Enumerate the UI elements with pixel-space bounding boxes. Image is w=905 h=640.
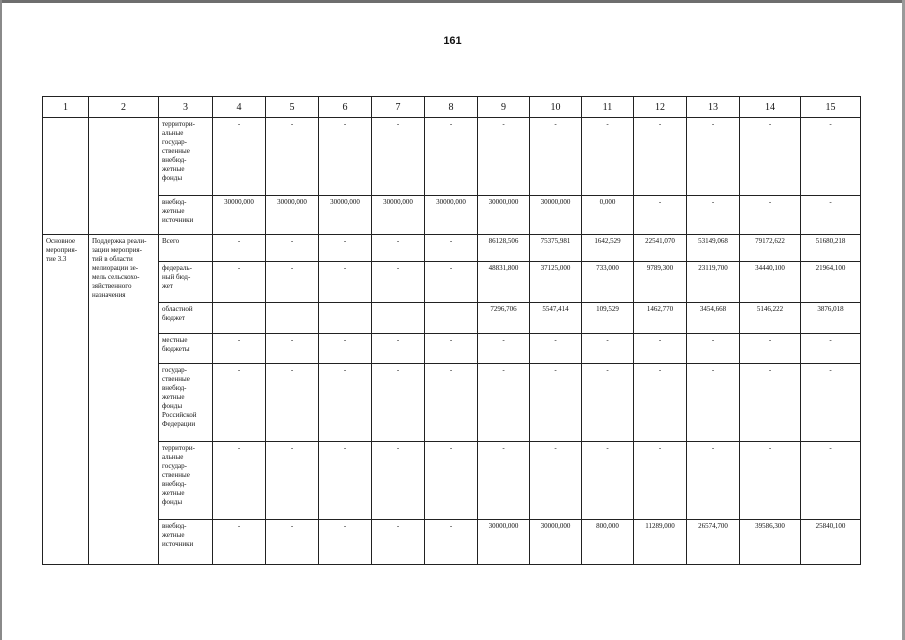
value-cell: - <box>740 364 801 442</box>
value-cell: 1462,770 <box>634 303 687 334</box>
value-cell: - <box>266 235 319 262</box>
value-cell: - <box>478 334 530 364</box>
funding-source-cell: внебюд- жетные источники <box>159 196 213 235</box>
value-cell: - <box>372 118 425 196</box>
value-cell: 30000,000 <box>478 520 530 565</box>
value-cell: 9789,300 <box>634 262 687 303</box>
value-cell: - <box>801 364 861 442</box>
value-cell: - <box>801 334 861 364</box>
value-cell: - <box>425 520 478 565</box>
table-row-extrabudgetary <box>43 196 861 235</box>
value-cell: - <box>319 520 372 565</box>
header-cell: 15 <box>801 97 861 118</box>
scan-left-edge <box>0 0 2 640</box>
table-row-regional <box>43 303 861 334</box>
value-cell: 5547,414 <box>530 303 582 334</box>
funding-source-cell: территори- альные государ- ственные внебюд- жетные фонды <box>159 442 213 520</box>
value-cell: 75375,981 <box>530 235 582 262</box>
value-cell: 21964,100 <box>801 262 861 303</box>
value-cell: - <box>801 118 861 196</box>
header-cell: 1 <box>43 97 89 118</box>
value-cell: 30000,000 <box>425 196 478 235</box>
value-cell: 7296,706 <box>478 303 530 334</box>
value-cell: 37125,000 <box>530 262 582 303</box>
value-cell: - <box>213 118 266 196</box>
value-cell: - <box>372 235 425 262</box>
value-cell: - <box>213 334 266 364</box>
funding-source-cell: внебюд- жетные источники <box>159 520 213 565</box>
header-cell: 5 <box>266 97 319 118</box>
value-cell: 733,000 <box>582 262 634 303</box>
value-cell: 26574,700 <box>687 520 740 565</box>
header-cell: 3 <box>159 97 213 118</box>
value-cell: 30000,000 <box>319 196 372 235</box>
table-row-total <box>43 235 861 262</box>
value-cell: 48831,800 <box>478 262 530 303</box>
value-cell: - <box>687 196 740 235</box>
table-row-extrabudgetary <box>43 520 861 565</box>
table-row-federal <box>43 262 861 303</box>
value-cell: - <box>266 262 319 303</box>
funding-source-cell: федераль- ный бюд- жет <box>159 262 213 303</box>
value-cell: 25840,100 <box>801 520 861 565</box>
value-cell: - <box>478 364 530 442</box>
value-cell: 79172,622 <box>740 235 801 262</box>
value-cell: - <box>740 118 801 196</box>
activity-name-cell: Основное мероприя- тие 3.3 <box>43 235 89 565</box>
value-cell: - <box>319 334 372 364</box>
funding-source-cell: территори- альные государ- ственные внебюд- жетные фонды <box>159 118 213 196</box>
value-cell: - <box>319 364 372 442</box>
value-cell: 5146,222 <box>740 303 801 334</box>
table-row-territorial-funds <box>43 118 861 196</box>
header-cell: 8 <box>425 97 478 118</box>
value-cell: 1642,529 <box>582 235 634 262</box>
value-cell: - <box>530 442 582 520</box>
value-cell: - <box>740 442 801 520</box>
value-cell: - <box>266 334 319 364</box>
value-cell: - <box>740 196 801 235</box>
value-cell: 11289,000 <box>634 520 687 565</box>
value-cell: - <box>319 118 372 196</box>
value-cell <box>266 303 319 334</box>
value-cell: 30000,000 <box>478 196 530 235</box>
value-cell: - <box>687 364 740 442</box>
empty-cell <box>43 118 89 235</box>
value-cell: - <box>319 235 372 262</box>
value-cell: - <box>740 334 801 364</box>
table-row-federal-funds <box>43 364 861 442</box>
value-cell: 30000,000 <box>530 520 582 565</box>
value-cell: - <box>425 262 478 303</box>
header-cell: 7 <box>372 97 425 118</box>
table-row-local <box>43 334 861 364</box>
value-cell: - <box>687 442 740 520</box>
header-cell: 12 <box>634 97 687 118</box>
value-cell: 86128,506 <box>478 235 530 262</box>
header-cell: 2 <box>89 97 159 118</box>
value-cell: - <box>801 196 861 235</box>
value-cell: - <box>582 442 634 520</box>
value-cell: - <box>372 334 425 364</box>
value-cell: - <box>478 118 530 196</box>
header-cell: 4 <box>213 97 266 118</box>
budget-table <box>42 96 861 565</box>
value-cell: - <box>213 520 266 565</box>
value-cell: - <box>213 262 266 303</box>
value-cell: 3454,668 <box>687 303 740 334</box>
header-cell: 10 <box>530 97 582 118</box>
value-cell: - <box>319 262 372 303</box>
value-cell: 109,529 <box>582 303 634 334</box>
value-cell: 30000,000 <box>213 196 266 235</box>
value-cell: 3876,018 <box>801 303 861 334</box>
funding-source-cell: Всего <box>159 235 213 262</box>
value-cell: - <box>319 442 372 520</box>
table-row-territorial-funds <box>43 442 861 520</box>
empty-cell <box>89 118 159 235</box>
value-cell: - <box>425 235 478 262</box>
activity-description-cell: Поддержка реали- зации мероприя- тий в области мелиорации зе- мель сельскохо- зяйственного назначения <box>89 235 159 565</box>
value-cell: - <box>687 118 740 196</box>
value-cell <box>213 303 266 334</box>
value-cell: - <box>634 364 687 442</box>
value-cell: - <box>266 520 319 565</box>
value-cell: - <box>582 118 634 196</box>
value-cell: - <box>530 118 582 196</box>
value-cell: 0,000 <box>582 196 634 235</box>
value-cell: - <box>425 442 478 520</box>
value-cell: 34440,100 <box>740 262 801 303</box>
value-cell: - <box>213 442 266 520</box>
value-cell: - <box>634 196 687 235</box>
value-cell: 30000,000 <box>266 196 319 235</box>
value-cell <box>372 303 425 334</box>
header-cell: 9 <box>478 97 530 118</box>
value-cell: - <box>425 334 478 364</box>
header-row <box>43 97 861 118</box>
header-cell: 13 <box>687 97 740 118</box>
value-cell: - <box>634 442 687 520</box>
value-cell: - <box>213 235 266 262</box>
value-cell: 53149,068 <box>687 235 740 262</box>
value-cell: 23119,700 <box>687 262 740 303</box>
funding-source-cell: государ- ственные внебюд- жетные фонды Российской Федерации <box>159 364 213 442</box>
funding-source-cell: областной бюджет <box>159 303 213 334</box>
value-cell <box>319 303 372 334</box>
value-cell: 39586,300 <box>740 520 801 565</box>
header-cell: 6 <box>319 97 372 118</box>
value-cell: - <box>425 364 478 442</box>
value-cell: - <box>582 334 634 364</box>
value-cell: - <box>530 364 582 442</box>
value-cell: - <box>213 364 266 442</box>
value-cell: - <box>425 118 478 196</box>
value-cell: - <box>634 334 687 364</box>
value-cell: - <box>801 442 861 520</box>
page-number: 161 <box>443 35 462 47</box>
value-cell: - <box>266 118 319 196</box>
value-cell: - <box>372 520 425 565</box>
value-cell: - <box>582 364 634 442</box>
value-cell: - <box>372 442 425 520</box>
funding-source-cell: местные бюджеты <box>159 334 213 364</box>
value-cell: 30000,000 <box>530 196 582 235</box>
value-cell: 51680,218 <box>801 235 861 262</box>
value-cell: 30000,000 <box>372 196 425 235</box>
scan-top-edge <box>0 0 905 3</box>
value-cell: - <box>372 262 425 303</box>
header-cell: 11 <box>582 97 634 118</box>
value-cell: - <box>530 334 582 364</box>
value-cell: - <box>478 442 530 520</box>
value-cell: 22541,070 <box>634 235 687 262</box>
header-cell: 14 <box>740 97 801 118</box>
value-cell: - <box>266 442 319 520</box>
value-cell: - <box>372 364 425 442</box>
value-cell: 800,000 <box>582 520 634 565</box>
value-cell: - <box>687 334 740 364</box>
value-cell: - <box>634 118 687 196</box>
value-cell <box>425 303 478 334</box>
value-cell: - <box>266 364 319 442</box>
